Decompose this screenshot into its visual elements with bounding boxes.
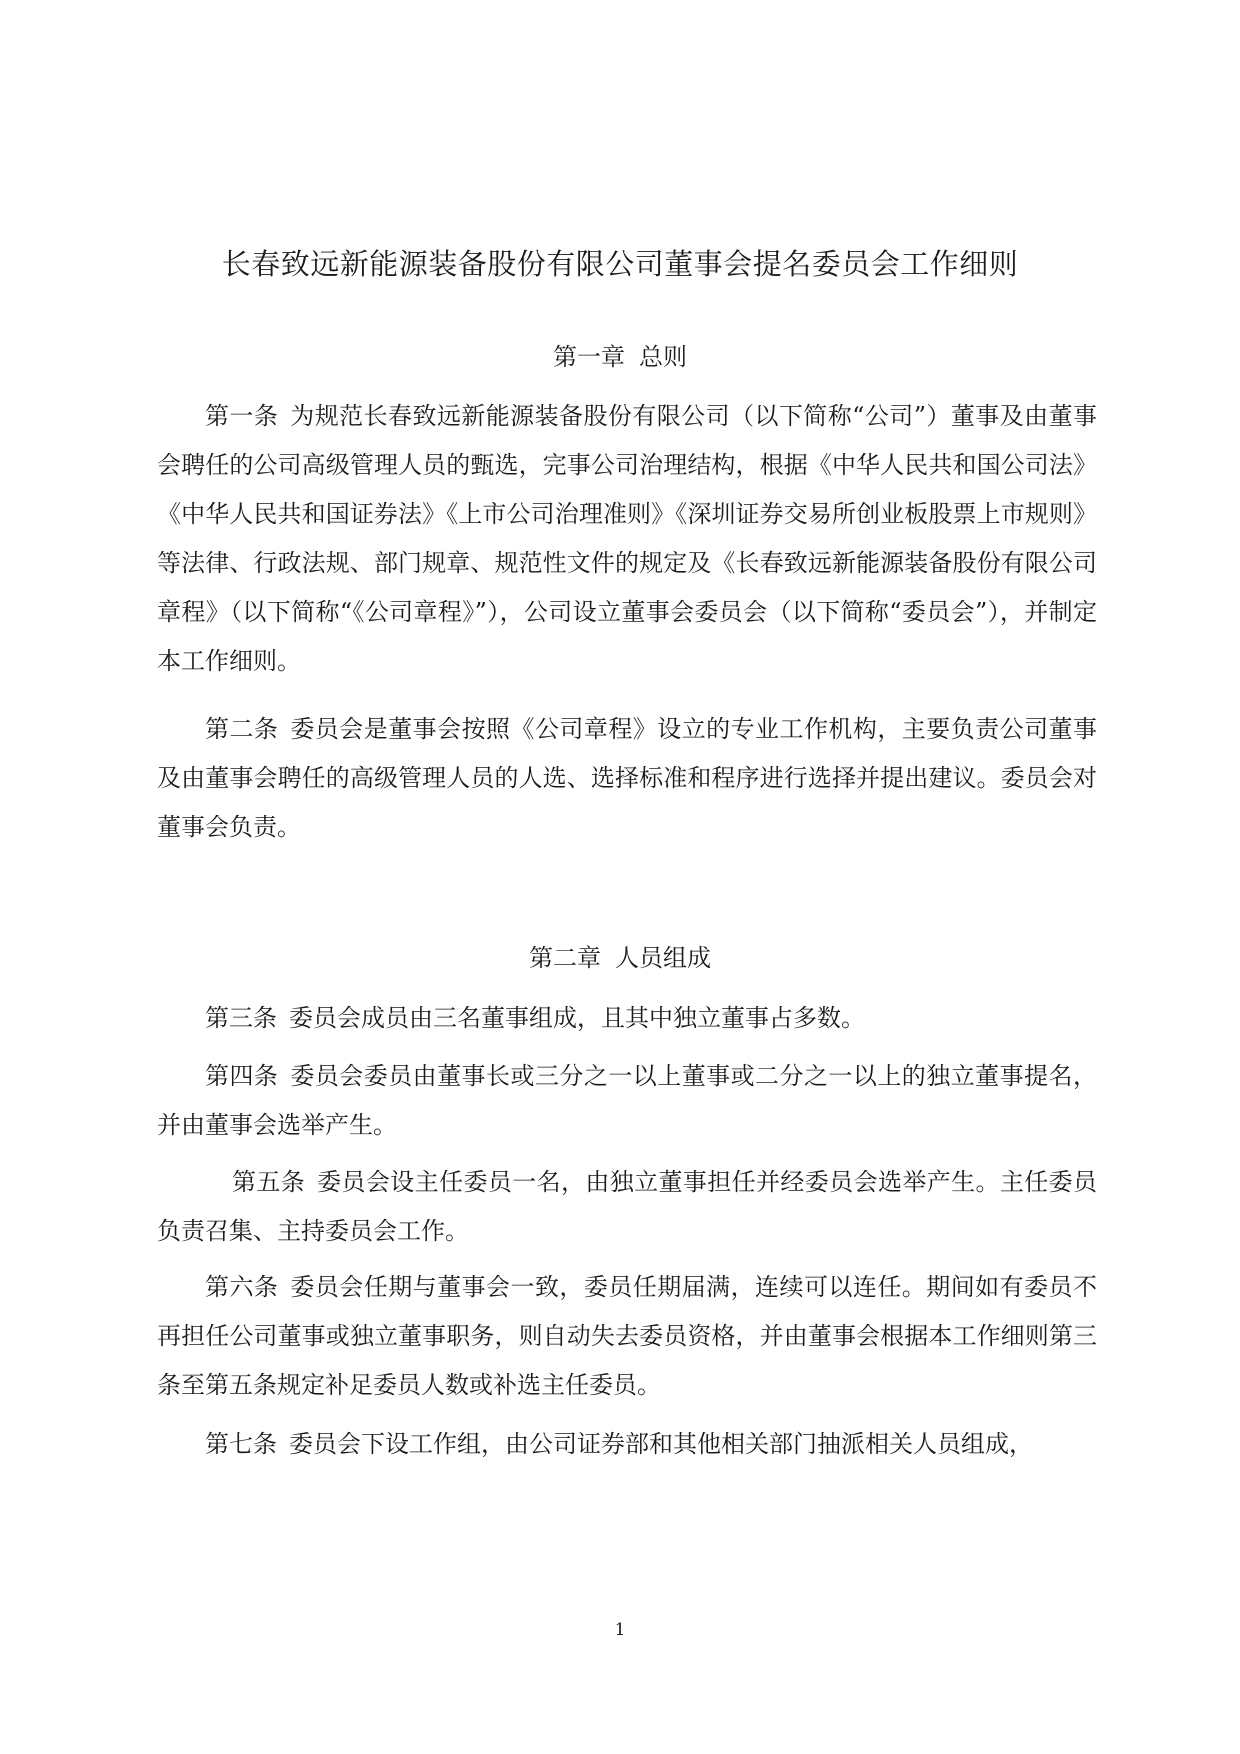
article-text: 委员会下设工作组，由公司证券部和其他相关部门抽派相关人员组成，: [289, 1430, 1033, 1458]
chapter-heading: [0, 337, 1240, 372]
article-number: 第二条: [205, 715, 279, 743]
article-paragraph: [157, 705, 1097, 852]
article-paragraph: [157, 1420, 1097, 1469]
article-paragraph: [157, 392, 1097, 686]
article-text: 委员会设主任委员一名，由独立董事担任并经委员会选举产生。主任委员负责召集、主持委员会工作。: [157, 1168, 1098, 1245]
article-text: 委员会是董事会按照《公司章程》设立的专业工作机构，主要负责公司董事及由董事会聘任的高级管理人员的人选、选择标准和程序进行选择并提出建议。委员会对董事会负责。: [157, 715, 1098, 841]
chapter-heading: [0, 938, 1240, 973]
chapter-number: 第一章: [553, 343, 625, 371]
article-text: 委员会委员由董事长或三分之一以上董事或二分之一以上的独立董事提名，并由董事会选举产生。: [157, 1062, 1098, 1139]
article-text: 委员会成员由三名董事组成，且其中独立董事占多数。: [289, 1004, 865, 1032]
article-number: 第七条: [205, 1430, 277, 1458]
article-paragraph: [157, 994, 1097, 1043]
chapter-name: 人员组成: [615, 944, 711, 972]
chapter-number: 第二章: [529, 944, 601, 972]
article-paragraph: [157, 1158, 1097, 1256]
article-text: 为规范长春致远新能源装备股份有限公司（以下简称“公司”）董事及由董事会聘任的公司高级管理人员的甄选，完事公司治理结构，根据《中华人民共和国公司法》《中华人民共和国证券法》《上市公司治理准则》《深圳证券交易所创业板股票上市规则》等法律、行政法规、部门规章、规范性文件的规定及《长春致远新能源装备股份有限公司章程》（以下简称“《公司章程》”），公司设立董事会委员会（以下简称“委员会”），并制定本工作细则。: [157, 402, 1097, 675]
page-number: 1: [614, 1620, 626, 1640]
chapter-name: 总则: [639, 343, 687, 371]
article-text: 委员会任期与董事会一致，委员任期届满，连续可以连任。期间如有委员不再担任公司董事或独立董事职务，则自动失去委员资格，并由董事会根据本工作细则第三条至第五条规定补足委员人数或补选主任委员。: [157, 1273, 1098, 1399]
article-paragraph: [157, 1052, 1097, 1150]
article-paragraph: [157, 1263, 1097, 1410]
article-number: 第四条: [205, 1062, 279, 1090]
document-title: 长春致远新能源装备股份有限公司董事会提名委员会工作细则: [221, 247, 1019, 281]
article-number: 第五条: [232, 1168, 306, 1196]
article-number: 第三条: [205, 1004, 277, 1032]
article-number: 第一条: [205, 402, 279, 430]
article-number: 第六条: [205, 1273, 279, 1301]
